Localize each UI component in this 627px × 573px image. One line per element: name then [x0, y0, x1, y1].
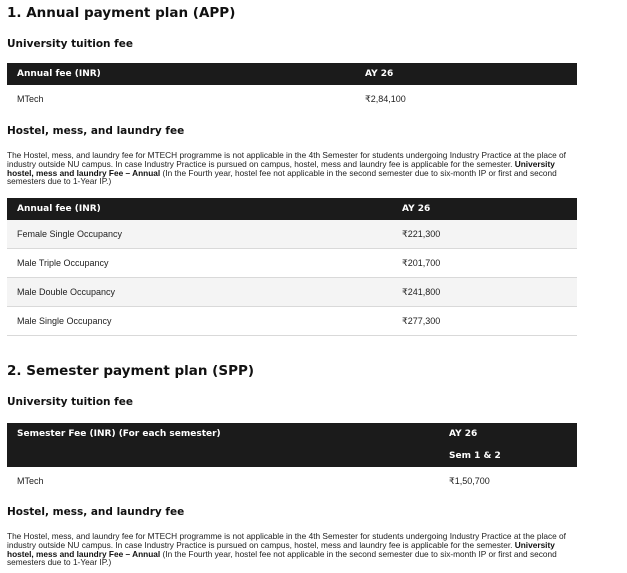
table-row — [7, 85, 577, 113]
fee-value: ₹1,50,700 — [449, 476, 490, 486]
fee-value: ₹277,300 — [402, 316, 441, 326]
table-row — [7, 278, 577, 307]
fee-value: ₹221,300 — [402, 229, 441, 239]
spp-tuition-heading: University tuition fee — [7, 396, 133, 408]
column-header: AY 26 — [449, 429, 478, 439]
table-row — [7, 249, 577, 278]
fee-value: ₹2,84,100 — [365, 94, 406, 104]
program-name: MTech — [17, 94, 44, 104]
fee-value: ₹201,700 — [402, 258, 441, 268]
app-heading: 1. Annual payment plan (APP) — [7, 5, 236, 21]
column-header: Annual fee (INR) — [17, 69, 101, 79]
table-subheader — [7, 445, 577, 467]
column-header: AY 26 — [402, 204, 431, 214]
note-tail: (In the Fourth year, hostel fee not applicable in the second semester due to six-month IP or first and second semesters due to 1-Year IP.) — [7, 167, 557, 187]
occupancy-name: Male Double Occupancy — [17, 287, 116, 297]
note-tail: (In the Fourth year, hostel fee not applicable in the second semester due to six-month IP or first and second semesters due to 1-Year IP.) — [7, 548, 557, 568]
table-row — [7, 467, 577, 495]
occupancy-name: Male Single Occupancy — [17, 316, 112, 326]
spp-hostel-note — [7, 532, 572, 567]
app-hostel-note — [7, 151, 572, 186]
fee-value: ₹241,800 — [402, 287, 441, 297]
table-row — [7, 307, 577, 336]
occupancy-name: Female Single Occupancy — [17, 229, 123, 239]
column-header: AY 26 — [365, 69, 394, 79]
app-tuition-table — [7, 63, 577, 113]
column-header: Semester Fee (INR) (For each semester) — [17, 429, 221, 439]
program-name: MTech — [17, 476, 44, 486]
table-header — [7, 423, 577, 445]
note-bold: University hostel, mess and laundry Fee – Annual — [7, 158, 555, 178]
semester-label: Sem 1 & 2 — [449, 451, 501, 461]
app-tuition-heading: University tuition fee — [7, 38, 133, 50]
spp-tuition-table — [7, 423, 577, 495]
note-text: The Hostel, mess, and laundry fee for MTECH programme is not applicable in the 4th Semester for students undergoing Industry Practice at the place of industry outside NU campus. In case Industry Practice is pursued on campus, hostel, mess and laundry fee is applicable for the semester. — [7, 531, 566, 550]
note-text: The Hostel, mess, and laundry fee for MTECH programme is not applicable in the 4th Semester for students undergoing Industry Practice at the place of industry outside NU campus. In case Industry Practice is pursued on campus, hostel, mess and laundry fee is applicable for the semester. — [7, 150, 566, 169]
app-hostel-table — [7, 198, 577, 336]
note-bold: University hostel, mess and laundry Fee – Annual — [7, 539, 555, 559]
table-header — [7, 63, 577, 85]
table-row — [7, 220, 577, 249]
spp-heading: 2. Semester payment plan (SPP) — [7, 363, 255, 379]
occupancy-name: Male Triple Occupancy — [17, 258, 109, 268]
table-header — [7, 198, 577, 220]
spp-hostel-heading: Hostel, mess, and laundry fee — [7, 506, 185, 518]
app-hostel-heading: Hostel, mess, and laundry fee — [7, 125, 185, 137]
column-header: Annual fee (INR) — [17, 204, 101, 214]
